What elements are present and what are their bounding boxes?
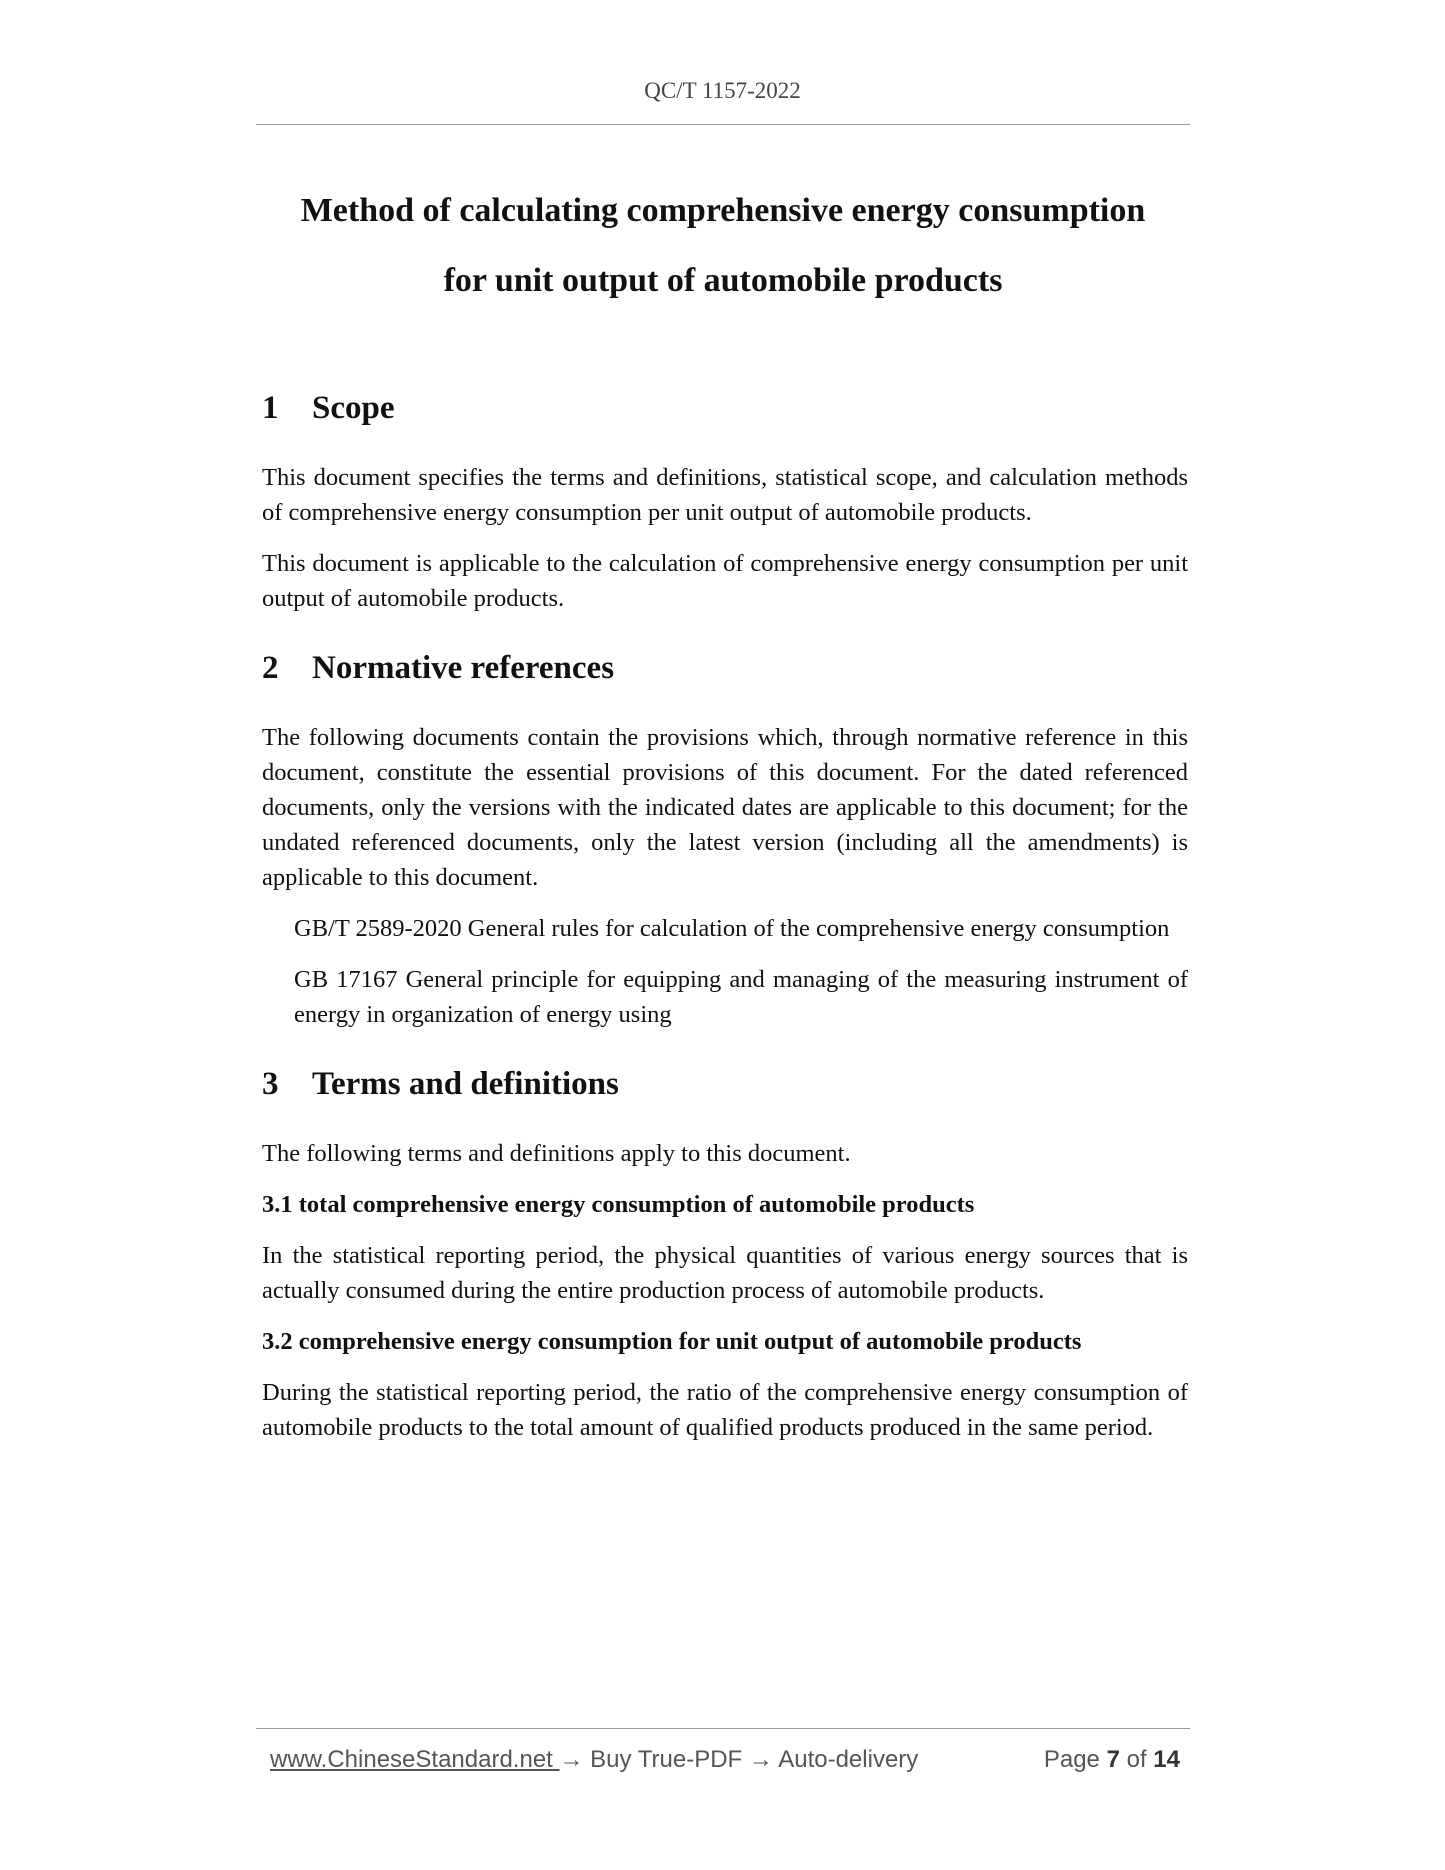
- section-number: 1: [262, 390, 279, 426]
- arrow-right-icon: →: [559, 1746, 584, 1773]
- of-label: of: [1126, 1746, 1147, 1773]
- section-2-heading: [262, 644, 1188, 692]
- section-title: Normative references: [312, 650, 615, 686]
- scope-paragraph-2: This document is applicable to the calculation of comprehensive energy consumption per unit output of automobile products.: [262, 550, 1188, 612]
- footer-promo: [270, 1746, 918, 1774]
- normative-paragraph: The following documents contain the provisions which, through normative reference in this document, constitute the essential provisions of this document. For the dated referenced documents, only the versions with the indicated dates are applicable to this document; for the undated referenced documents, only the latest version (including all the amendments) is applicable to this document.: [262, 724, 1188, 891]
- terms-intro-paragraph: The following terms and definitions apply to this document.: [262, 1140, 851, 1167]
- reference-item-1: GB/T 2589-2020 General rules for calculation of the comprehensive energy consumption: [294, 915, 1170, 942]
- header-doc-code: QC/T 1157-2022: [644, 78, 801, 103]
- title-line-2: for unit output of automobile products: [443, 262, 1003, 299]
- scope-paragraph-1: This document specifies the terms and definitions, statistical scope, and calculation methods of comprehensive energy consumption per unit output of automobile products.: [262, 464, 1188, 526]
- header-rule: [256, 124, 1190, 125]
- footer-rule: [256, 1728, 1190, 1729]
- total-page-number: 14: [1153, 1746, 1180, 1773]
- term-3-2-heading: 3.2 comprehensive energy consumption for unit output of automobile products: [262, 1328, 1082, 1355]
- section-1-heading: [262, 384, 1188, 432]
- term-3-1-heading: 3.1 total comprehensive energy consumption of automobile products: [262, 1191, 975, 1218]
- reference-item-2: GB 17167 General principle for equipping and managing of the measuring instrument of energy in organization of energy using: [294, 966, 1188, 1028]
- website-link[interactable]: www.ChineseStandard.net: [270, 1746, 560, 1773]
- section-title: Scope: [312, 390, 395, 426]
- document-title: [256, 176, 1190, 316]
- document-body: [262, 384, 1188, 1445]
- page-indicator: [1044, 1746, 1180, 1774]
- arrow-right-icon: →: [748, 1746, 773, 1773]
- term-3-1-definition: In the statistical reporting period, the physical quantities of various energy sources that is actually consumed during the entire production process of automobile products.: [262, 1242, 1188, 1304]
- title-line-1: Method of calculating comprehensive energy consumption: [300, 192, 1146, 229]
- section-number: 2: [262, 650, 279, 686]
- section-3-heading: [262, 1060, 1188, 1108]
- page-label: Page: [1043, 1746, 1100, 1773]
- buy-text: Buy True-PDF: [583, 1746, 749, 1773]
- section-number: 3: [262, 1066, 279, 1102]
- current-page-number: 7: [1106, 1746, 1120, 1773]
- section-title: Terms and definitions: [312, 1066, 619, 1102]
- page-footer: [270, 1746, 1180, 1774]
- term-3-2-definition: During the statistical reporting period, the ratio of the comprehensive energy consumption of automobile products to the total amount of qualified products produced in the same period.: [262, 1379, 1188, 1441]
- delivery-text: Auto-delivery: [772, 1746, 919, 1773]
